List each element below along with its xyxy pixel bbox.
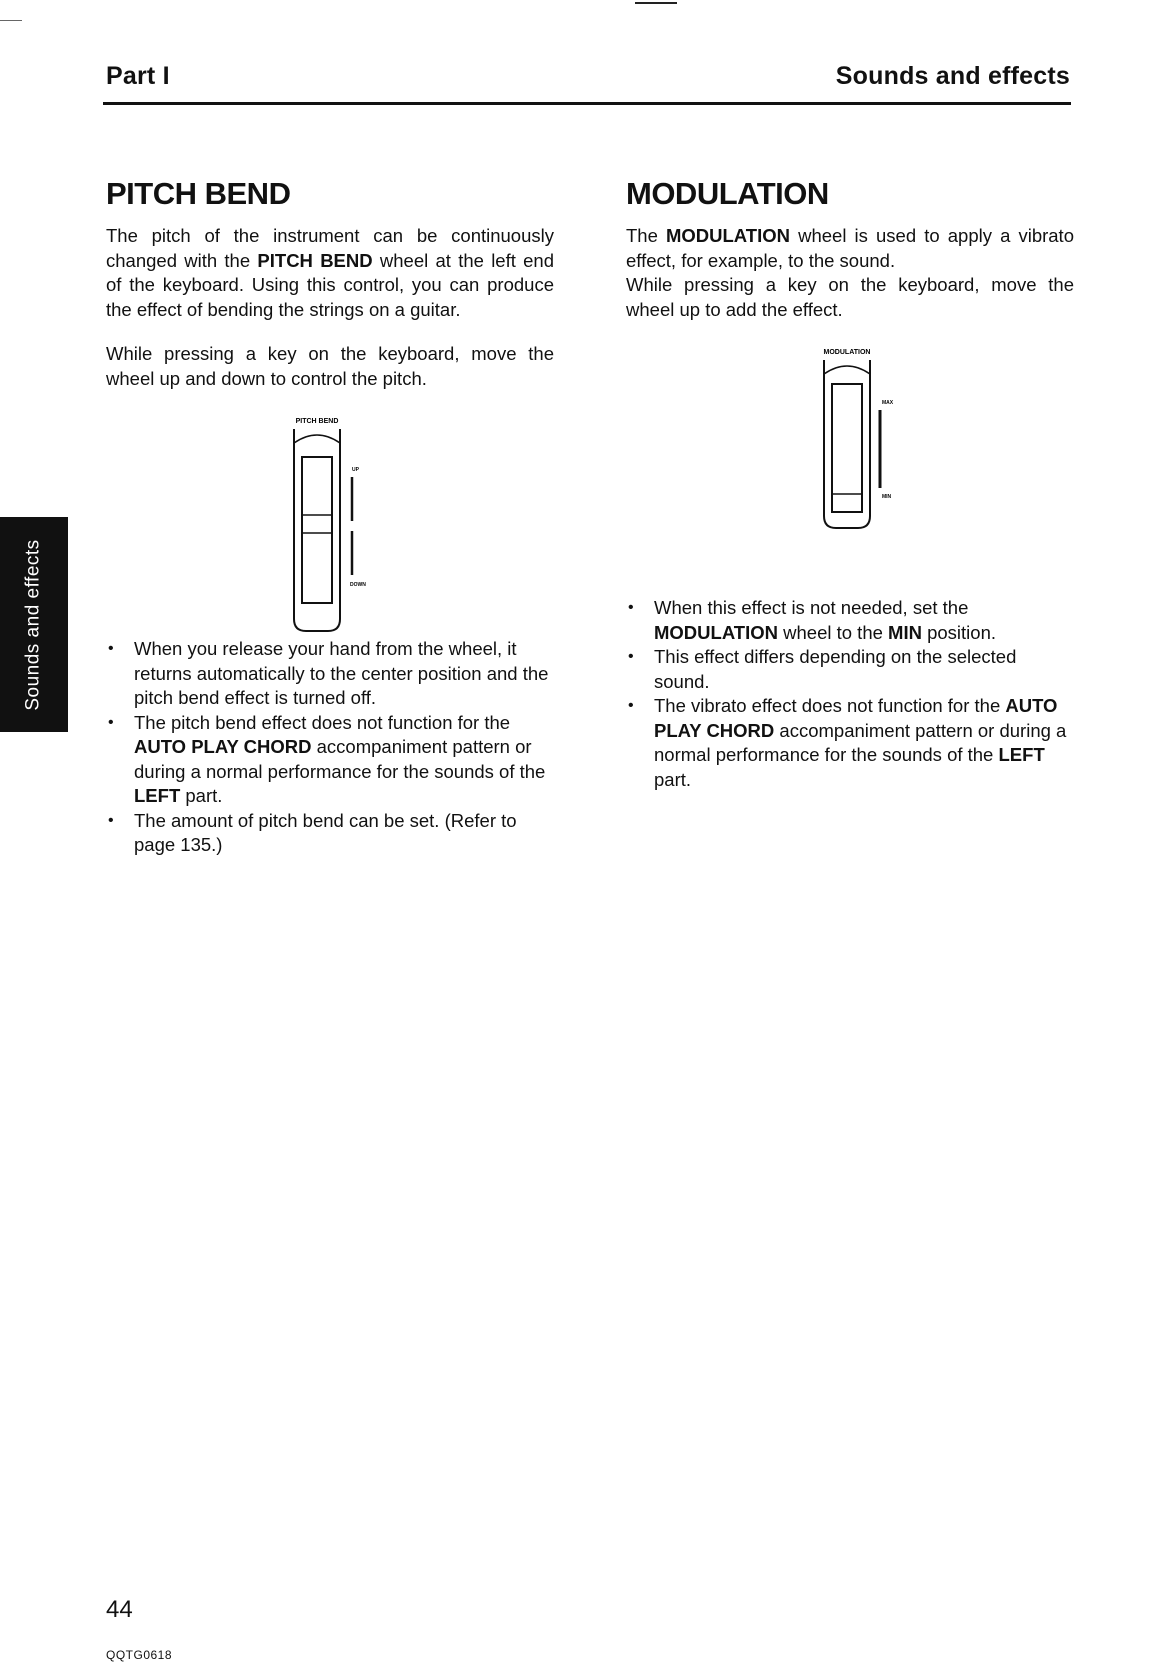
text-run: wheel is used to apply a vibrato effect, for example, to the sound. — [626, 225, 1074, 271]
modulation-wheel-figure — [626, 322, 1074, 596]
bold-term: LEFT — [134, 785, 181, 806]
document-code: QQTG0618 — [106, 1648, 173, 1662]
text-run: The vibrato effect does not function for the — [654, 695, 1006, 716]
text-run: position. — [921, 621, 997, 643]
modulation-title: MODULATION — [626, 176, 829, 211]
wheel-housing-top — [824, 366, 870, 374]
page-number: 44 — [106, 1596, 133, 1623]
text-run: The amount of pitch bend can be set. (Refer to page 135.) — [134, 809, 517, 855]
crop-mark — [635, 2, 677, 4]
list-item — [626, 694, 1074, 792]
crop-mark — [0, 20, 22, 21]
modulation-section — [626, 176, 1074, 792]
header-part-label: Part I — [106, 62, 170, 90]
text-run: accompaniment pattern or during a normal performance for the sounds of the — [654, 719, 1067, 765]
text-run: wheel to the — [778, 621, 889, 643]
bold-term: LEFT — [998, 744, 1045, 765]
modulation-wheel-diagram — [626, 322, 1074, 596]
header-section-title: Sounds and effects — [835, 62, 1070, 90]
pitch-bend-title: PITCH BEND — [106, 176, 291, 211]
pitch-bend-figure-label: PITCH BEND — [295, 418, 339, 425]
text-run: This effect differs depending on the selected sound. — [654, 646, 1017, 692]
wheel-slot — [302, 457, 332, 603]
max-label: MAX — [882, 400, 894, 406]
modulation-notes — [626, 596, 1074, 792]
text-run: The pitch of the instrument can be continuously changed with the — [106, 225, 554, 271]
modulation-figure-label: MODULATION — [823, 349, 871, 356]
bold-term: PITCH BEND — [257, 249, 373, 271]
text-run: When you release your hand from the wheel, it returns automatically to the center position and the pitch bend effect is turned off. — [134, 638, 549, 708]
list-item — [106, 711, 554, 809]
text-run: wheel at the left end of the keyboard. Using this control, you can produce the effect of bending the strings on a guitar. — [106, 249, 555, 320]
up-label: UP — [352, 467, 359, 473]
text-run: part. — [654, 768, 692, 790]
bold-term: MIN — [888, 621, 922, 643]
list-item — [626, 596, 1074, 645]
text-run: When this effect is not needed, set the — [654, 597, 969, 618]
pitch-bend-instruction: While pressing a key on the keyboard, move the wheel up and down to control the pitch. — [106, 343, 554, 389]
wheel-slot — [832, 384, 862, 512]
pitch-bend-wheel-figure — [106, 391, 554, 637]
pitch-bend-notes — [106, 637, 554, 858]
down-label: DOWN — [350, 582, 366, 588]
text-run: accompaniment pattern or during a normal performance for the sounds of the — [134, 736, 546, 782]
bold-term: MODULATION — [665, 225, 790, 246]
modulation-instruction: While pressing a key on the keyboard, move the wheel up to add the effect. — [626, 274, 1074, 320]
header-rule — [103, 102, 1071, 105]
text-run: The — [626, 225, 666, 246]
side-tab — [0, 517, 68, 732]
bold-term: AUTO PLAY CHORD — [654, 695, 1058, 741]
list-item — [106, 809, 554, 858]
bold-term: MODULATION — [654, 621, 778, 643]
side-tab-label: Sounds and effects — [23, 538, 45, 711]
list-item — [626, 645, 1074, 694]
modulation-intro — [626, 224, 1074, 273]
list-item — [106, 637, 554, 711]
pitch-bend-intro — [106, 224, 554, 322]
wheel-housing-top — [294, 435, 340, 443]
text-run: part. — [180, 785, 223, 806]
min-label: MIN — [882, 494, 892, 500]
text-run: The pitch bend effect does not function for the — [134, 711, 511, 733]
pitch-bend-section — [106, 176, 554, 858]
bold-term: AUTO PLAY CHORD — [134, 736, 312, 757]
pitch-bend-wheel-diagram — [106, 391, 554, 637]
